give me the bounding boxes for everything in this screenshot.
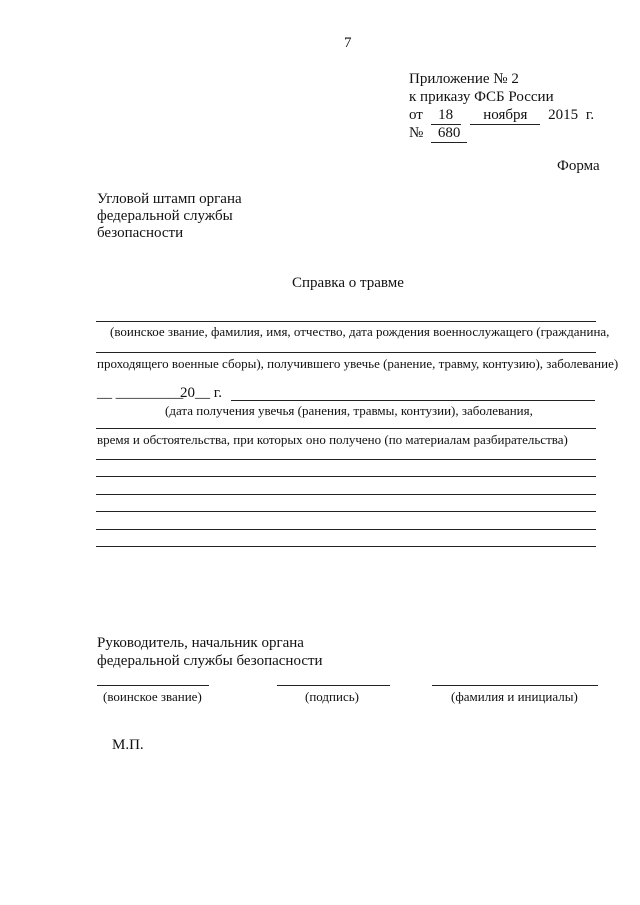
date-day: 18 — [431, 107, 461, 125]
appendix-number-line — [409, 125, 467, 143]
appendix-date-line — [409, 107, 594, 125]
date-month: ноября — [470, 107, 540, 125]
person-field-line-1 — [96, 321, 596, 322]
number-prefix: № — [409, 125, 424, 141]
signature-caption: (подпись) — [305, 689, 359, 704]
person-caption-2: проходящего военные сборы), получившего увечье (ранение, травму, контузию), заболевание) — [97, 356, 619, 371]
circumstances-line-6 — [96, 546, 596, 547]
circumstances-line-4 — [96, 511, 596, 512]
stamp-line-1: Угловой штамп органа — [97, 191, 242, 207]
circumstances-line-2 — [96, 476, 596, 477]
order-number: 680 — [431, 125, 467, 143]
injury-field-line — [96, 428, 596, 429]
person-caption-1: (воинское звание, фамилия, имя, отчество, дата рождения военнослужащего (гражданина, — [110, 324, 610, 339]
date-year: 2015 — [548, 107, 579, 123]
appendix-title: Приложение № 2 — [409, 71, 519, 87]
circumstances-line-5 — [96, 529, 596, 530]
injury-caption-1: (дата получения увечья (ранения, травмы, контузии), заболевания, — [165, 403, 533, 418]
page-number: 7 — [344, 35, 352, 51]
person-field-line-2 — [96, 352, 596, 353]
document-title: Справка о травме — [292, 275, 404, 291]
signature-line — [277, 685, 390, 686]
name-line — [432, 685, 598, 686]
form-label: Форма — [557, 158, 600, 174]
date-year-suffix: г. — [585, 107, 595, 123]
injury-date-dashes: __ _________ — [97, 385, 184, 401]
date-prefix: от — [409, 107, 423, 123]
injury-caption-2: время и обстоятельства, при которых оно получено (по материалам разбирательства) — [97, 432, 568, 447]
name-caption: (фамилия и инициалы) — [451, 689, 578, 704]
circumstances-line-1 — [96, 459, 596, 460]
circumstances-line-3 — [96, 494, 596, 495]
injury-date-line — [231, 400, 595, 401]
stamp-line-2: федеральной службы — [97, 208, 233, 224]
injury-date-year: 20__ г. — [180, 385, 222, 401]
signatory-line-2: федеральной службы безопасности — [97, 653, 323, 669]
signatory-line-1: Руководитель, начальник органа — [97, 635, 304, 651]
appendix-order-ref: к приказу ФСБ России — [409, 89, 554, 105]
rank-caption: (воинское звание) — [103, 689, 202, 704]
seal-label: М.П. — [112, 737, 144, 753]
rank-line — [97, 685, 209, 686]
stamp-line-3: безопасности — [97, 225, 184, 241]
